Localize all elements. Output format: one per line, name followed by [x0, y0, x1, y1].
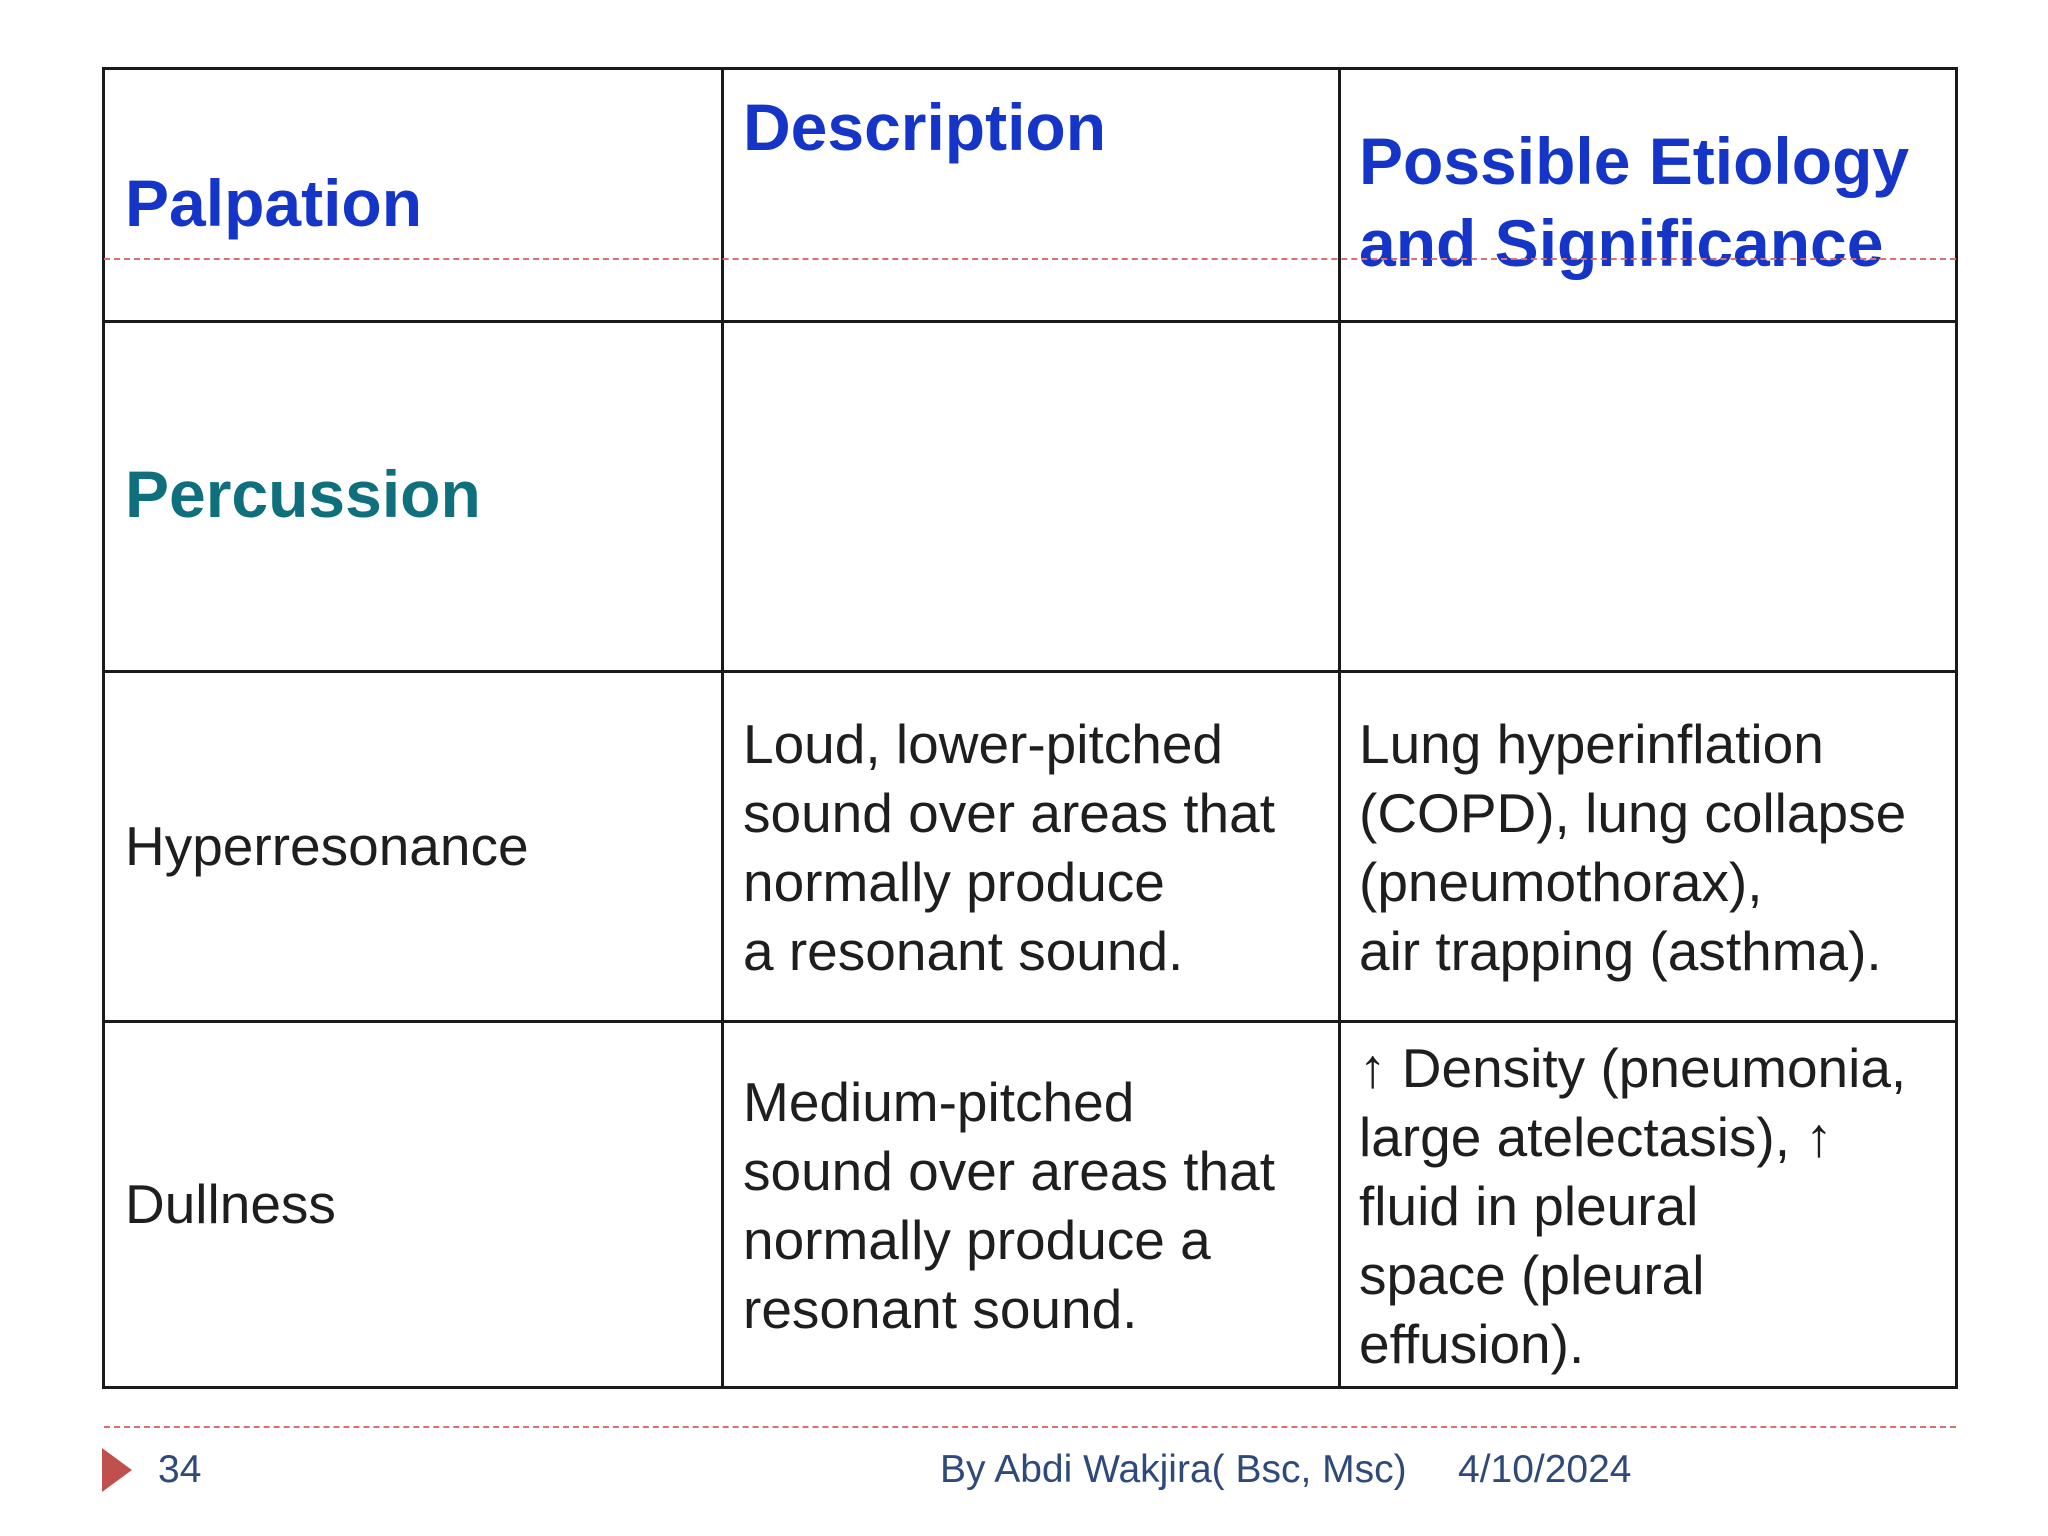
column-divider-2	[1338, 70, 1341, 1386]
etiology-line: ↑ Density (pneumonia,	[1359, 1037, 1907, 1099]
etiology-line: (pneumothorax),	[1359, 851, 1763, 913]
row-divider-3	[105, 1020, 1955, 1023]
footer-guide-line	[104, 1426, 1956, 1428]
etiology-line: Lung hyperinflation	[1359, 713, 1824, 775]
footer-author: By Abdi Wakjira( Bsc, Msc)	[940, 1448, 1407, 1491]
row-description-hyperresonance	[743, 710, 1275, 986]
description-line: a resonant sound.	[743, 920, 1184, 982]
section-percussion: Percussion	[125, 457, 481, 531]
row-etiology-hyperresonance	[1359, 710, 1906, 986]
etiology-line: (COPD), lung collapse	[1359, 782, 1907, 844]
etiology-line: fluid in pleural	[1359, 1175, 1699, 1237]
header-palpation: Palpation	[125, 166, 423, 240]
etiology-line: air trapping (asthma).	[1359, 920, 1882, 982]
row-divider-2	[105, 670, 1955, 673]
header-description: Description	[743, 90, 1107, 164]
etiology-line: effusion).	[1359, 1313, 1585, 1375]
description-line: resonant sound.	[743, 1278, 1138, 1340]
description-line: sound over areas that	[743, 782, 1276, 844]
description-line: normally produce a	[743, 1209, 1211, 1271]
row-name-dullness: Dullness	[125, 1173, 336, 1235]
description-line: Loud, lower-pitched	[743, 713, 1224, 775]
slide-marker-icon	[102, 1448, 132, 1492]
description-line: Medium-pitched	[743, 1071, 1135, 1133]
description-line: normally produce	[743, 851, 1165, 913]
row-description-dullness	[743, 1068, 1275, 1344]
column-divider-1	[721, 70, 724, 1386]
row-etiology-dullness	[1359, 1034, 1906, 1379]
etiology-line: space (pleural	[1359, 1244, 1705, 1306]
description-line: sound over areas that	[743, 1140, 1276, 1202]
row-divider-1	[105, 320, 1955, 323]
header-etiology-line-1: Possible Etiology	[1359, 124, 1910, 198]
footer-date: 4/10/2024	[1458, 1448, 1632, 1491]
row-name-hyperresonance: Hyperresonance	[125, 815, 529, 877]
header-etiology-line-2: and Significance	[1359, 206, 1884, 280]
etiology-table	[102, 67, 1958, 1389]
page-number: 34	[158, 1448, 202, 1491]
title-guide-line	[104, 258, 1956, 260]
etiology-line: large atelectasis), ↑	[1359, 1106, 1833, 1168]
